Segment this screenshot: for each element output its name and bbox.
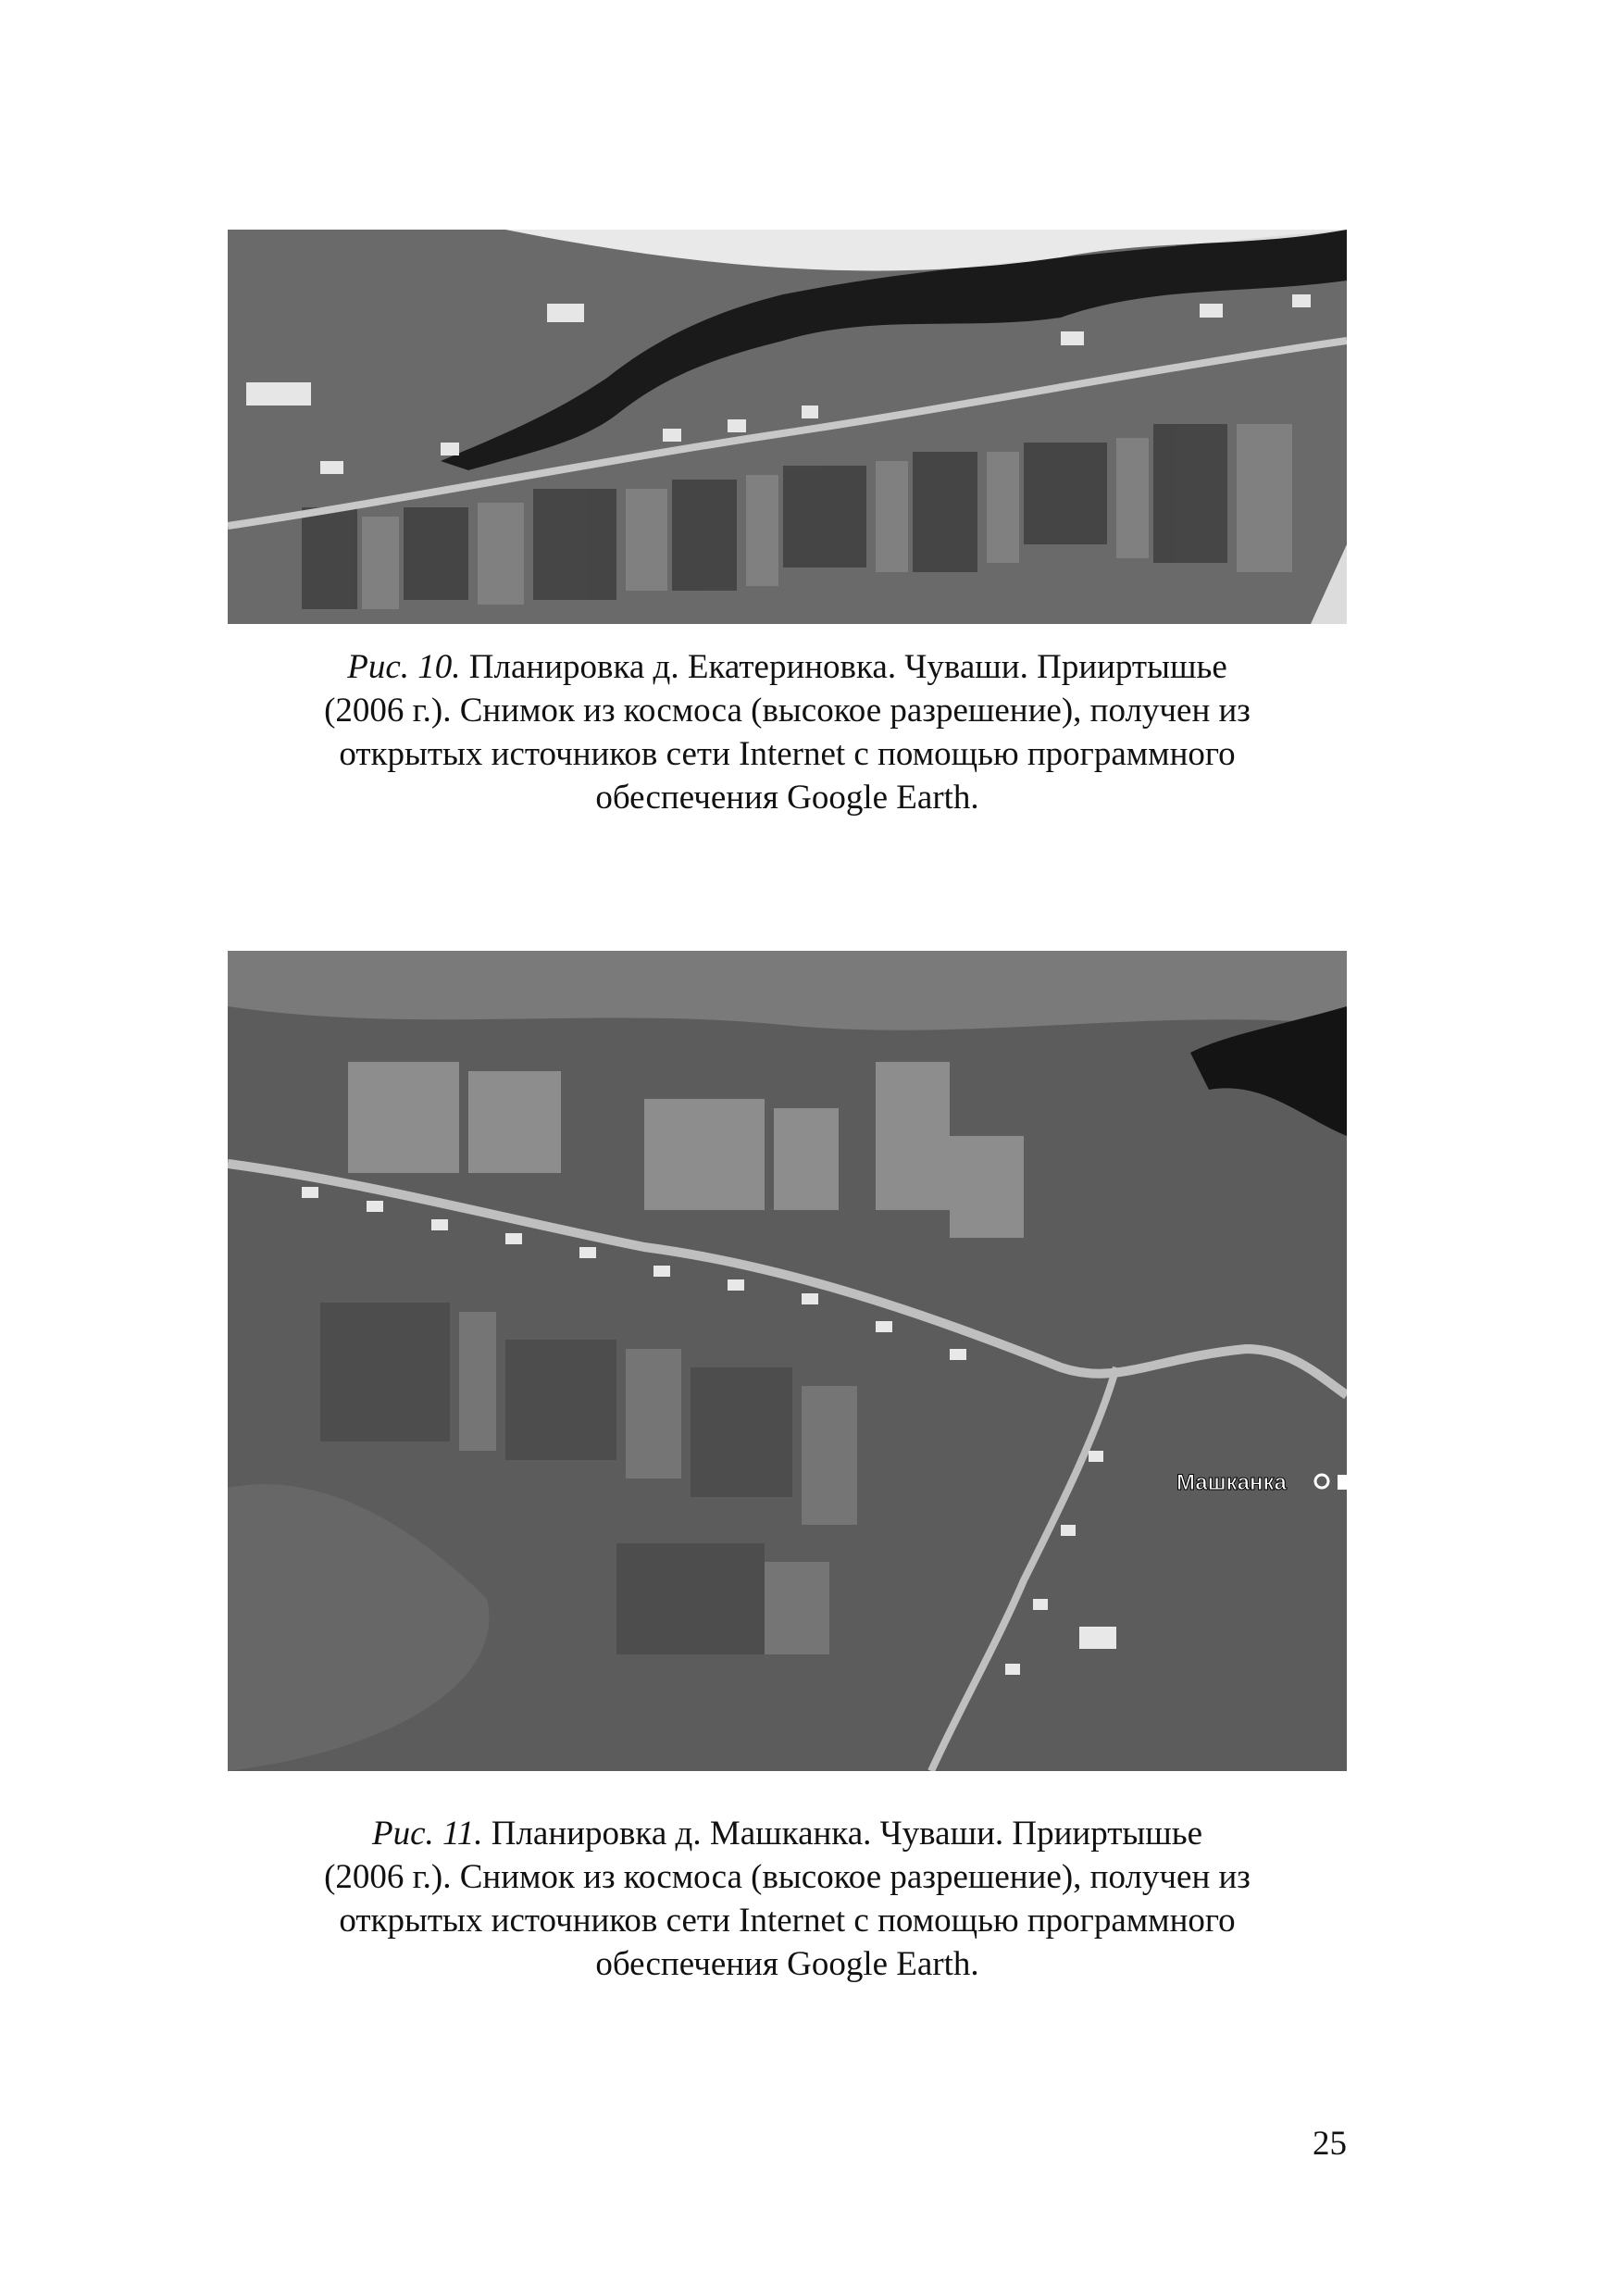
caption-line — [228, 645, 1347, 689]
figure-label: Рис. 10. — [347, 648, 461, 686]
caption-line: открытых источников сети Internet с помощью программного — [339, 1902, 1236, 1940]
satellite-photo-graphic — [228, 951, 1347, 1771]
satellite-image-ekaterinovka — [228, 230, 1347, 624]
page-number: 25 — [1313, 2125, 1347, 2163]
caption-line: (2006 г.). Снимок из космоса (высокое разрешение), получен из — [324, 1858, 1251, 1896]
figure-10-caption — [228, 645, 1347, 819]
caption-line: обеспечения Google Earth. — [595, 779, 979, 817]
satellite-image-mashkanka — [228, 951, 1347, 1771]
caption-text: Планировка д. Екатериновка. Чуваши. Прииртышье — [468, 648, 1227, 686]
figure-11-caption — [228, 1812, 1347, 1986]
map-place-label: Машканка — [1176, 1470, 1287, 1495]
caption-line: (2006 г.). Снимок из космоса (высокое разрешение), получен из — [324, 692, 1251, 730]
caption-line: обеспечения Google Earth. — [595, 1945, 979, 1983]
caption-text: Планировка д. Машканка. Чуваши. Прииртышье — [491, 1815, 1203, 1853]
caption-line: открытых источников сети Internet с помощью программного — [339, 735, 1236, 773]
caption-line — [228, 1812, 1347, 1855]
satellite-photo-graphic — [228, 230, 1347, 624]
figure-label: Рис. 11. — [371, 1815, 483, 1853]
